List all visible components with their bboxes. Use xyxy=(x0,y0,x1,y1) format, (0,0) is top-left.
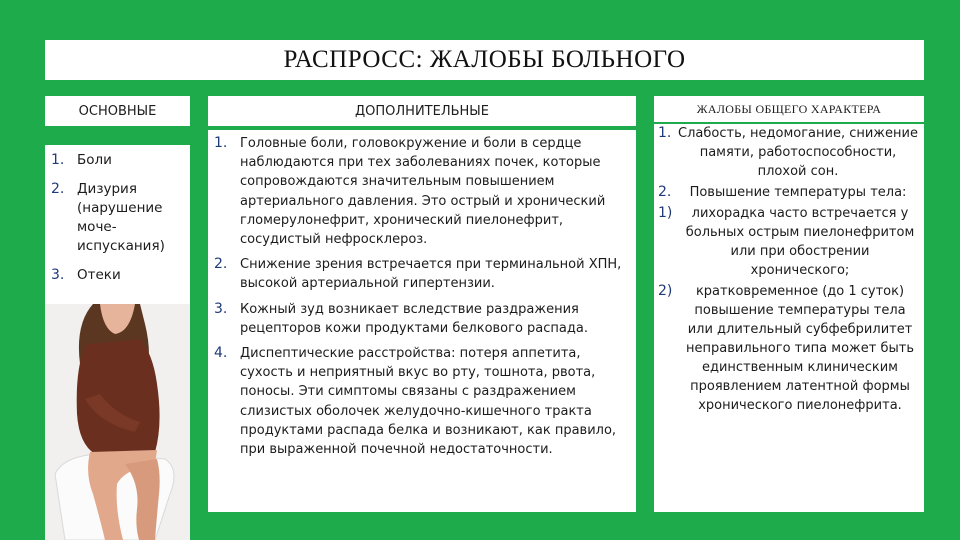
item-number: 2) xyxy=(658,283,673,299)
general-complaints-list xyxy=(654,124,924,512)
list-item xyxy=(214,255,630,293)
list-item xyxy=(51,266,184,285)
item-number: 1. xyxy=(658,125,672,141)
item-number: 1. xyxy=(214,135,228,151)
item-text: Снижение зрения встречается при терминальной ХПН, высокой артериальной гипертензии. xyxy=(240,257,622,292)
item-number: 2. xyxy=(658,184,672,200)
item-text: Диспептические расстройства: потеря аппетита, сухость и неприятный вкус во рту, тошнота, рвота, поносы. Эти симптомы связаны с раздражением слизистых оболочек желудочно-кишечного тракта продуктами распада белка и возникают, как правило, при выраженной почечной недостаточности. xyxy=(240,346,617,458)
woman-on-toilet-illustration xyxy=(45,304,190,540)
list-item xyxy=(658,282,918,415)
item-number: 4. xyxy=(214,345,228,362)
general-complaints-header: ЖАЛОБЫ ОБЩЕГО ХАРАКТЕРА xyxy=(654,96,924,122)
item-text: Кожный зуд возникает вследствие раздражения рецепторов кожи продуктами белкового распада. xyxy=(240,301,588,336)
item-number: 3. xyxy=(51,267,65,283)
list-item xyxy=(658,124,918,181)
item-text: Дизурия (нарушение моче-испускания) xyxy=(77,181,165,254)
page-title: РАСПРОСС: ЖАЛОБЫ БОЛЬНОГО xyxy=(283,46,686,73)
item-text: Боли xyxy=(77,152,112,168)
item-text: Повышение температуры тела: xyxy=(689,185,907,200)
list-item xyxy=(214,344,630,459)
item-text: Отеки xyxy=(77,267,121,283)
additional-complaints-header: ДОПОЛНИТЕЛЬНЫЕ xyxy=(208,96,636,126)
item-text: Слабость, недомогание, снижение памяти, работоспособности, плохой сон. xyxy=(678,126,918,179)
list-item xyxy=(51,180,184,256)
item-number: 3. xyxy=(214,300,228,317)
list-item xyxy=(214,134,630,249)
list-item xyxy=(214,300,630,338)
main-complaints-header: ОСНОВНЫЕ xyxy=(45,96,190,126)
item-number: 2. xyxy=(214,256,228,273)
list-item xyxy=(658,204,918,280)
list-item xyxy=(51,151,184,170)
main-complaints-list xyxy=(45,145,190,304)
additional-complaints-list xyxy=(208,130,636,512)
item-number: 2. xyxy=(51,181,65,197)
item-number: 1) xyxy=(658,205,673,221)
item-text: лихорадка часто встречается у больных острым пиелонефритом или при обострении хронического; xyxy=(685,206,915,278)
item-number: 1. xyxy=(51,152,65,168)
item-text: Головные боли, головокружение и боли в сердце наблюдаются при тех заболеваниях почек, которые сопровождаются значительным повышением артериального давления. Это острый и хронический гломерулонефрит, хронический пиелонефрит, сосудистый нефросклероз. xyxy=(240,136,606,248)
title-box xyxy=(45,40,924,80)
list-item xyxy=(658,183,918,202)
item-text: кратковременное (до 1 суток) повышение температуры тела или длительный субфебрилитет неправильного типа может быть единственным клиническим проявлением латентной формы хронического пиелонефрита. xyxy=(686,284,914,413)
illustration-photo xyxy=(45,304,190,540)
